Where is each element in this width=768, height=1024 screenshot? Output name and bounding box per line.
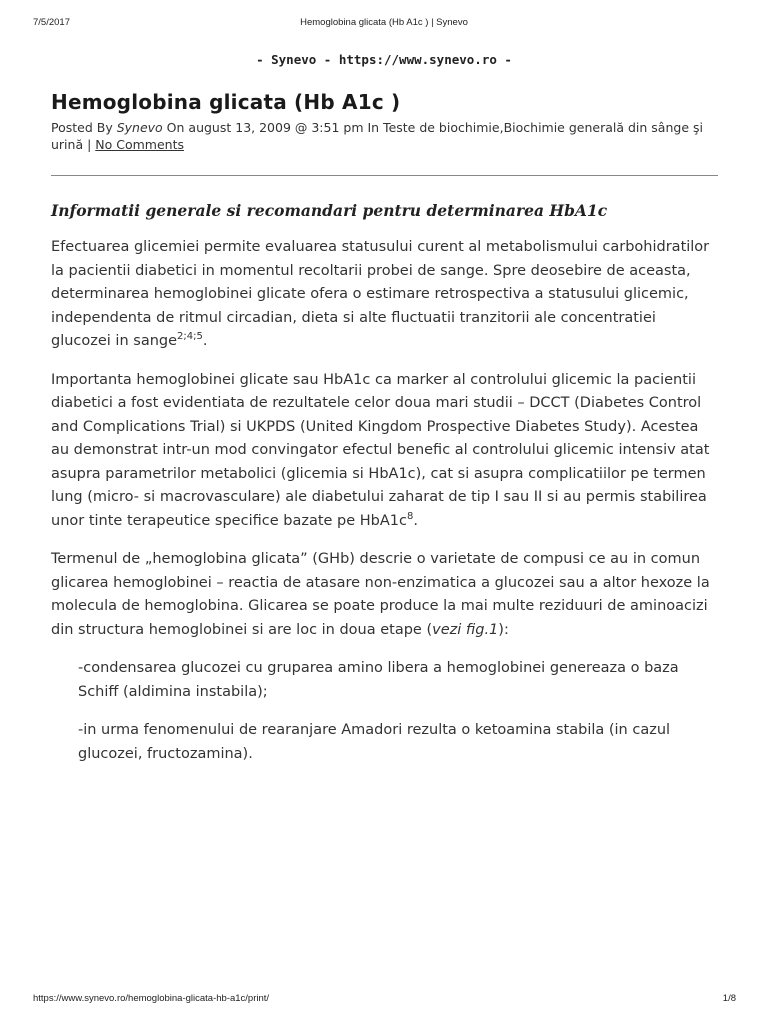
article-meta <box>51 119 711 153</box>
no-comments-link[interactable]: No Comments <box>95 137 185 152</box>
reference-superscript: 2;4;5 <box>177 331 203 342</box>
list-item: -condensarea glucozei cu gruparea amino libera a hemoglobinei genereaza o baza Schiff (aldimina instabila); <box>78 660 679 700</box>
figure-reference: vezi fig.1 <box>432 621 499 638</box>
paragraph-1: Efectuarea glicemiei permite evaluarea statusului curent al metabolismului carbohidratilor la pacientii diabetici in momentul recoltarii probei de sange. Spre deosebire de aceasta, determinarea hemoglobinei glicate ofera o estimare retrospectiva a statusului glicemic, independenta de ritmul circadian, dieta si alte fluctuatii tranzitorii ale concentratiei glucozei in sange$^{2;4;5}$. <box>51 239 710 349</box>
article-header <box>51 88 718 153</box>
print-page-title: Hemoglobina glicata (Hb A1c ) | Synevo <box>300 17 468 28</box>
article-body <box>51 200 719 781</box>
print-date: 7/5/2017 <box>33 17 70 28</box>
posted-by-label: Posted By <box>51 120 117 135</box>
print-header <box>0 17 768 31</box>
section-heading: Informatii generale si recomandari pentru determinarea HbA1c <box>51 201 608 220</box>
divider <box>51 175 718 176</box>
site-line: - Synevo - https://www.synevo.ro - <box>256 52 512 67</box>
paragraph-3: Termenul de „hemoglobina glicata” (GHb) descrie o varietate de compusi ce au in comun glicarea hemoglobinei – reactia de atasare non-enzimatica a glucozei sau a altor hexoze la molecula de hemoglobina. Glicarea se poate produce la mai multe reziduuri de aminoacizi din structura hemoglobinei si are loc in doua etape (vezi fig.1): <box>51 551 710 638</box>
post-date-categories: On august 13, 2009 @ 3:51 pm In Teste de biochimie,Biochimie generală din sânge şi urină | <box>51 120 703 152</box>
page-url: https://www.synevo.ro/hemoglobina-glicata-hb-a1c/print/ <box>33 993 270 1004</box>
article-title: Hemoglobina glicata (Hb A1c ) <box>51 90 401 114</box>
reference-superscript: 8 <box>407 510 414 522</box>
list-item: -in urma fenomenului de rearanjare Amadori rezulta o ketoamina stabila (in cazul glucozei, fructozamina). <box>78 722 671 762</box>
page-number: 1/8 <box>722 993 736 1004</box>
paragraph-2: Importanta hemoglobinei glicate sau HbA1c ca marker al controlului glicemic la pacientii diabetici a fost evidentiata de rezultatele celor doua mari studii – DCCT (Diabetes Control and Complications Trial) si UKPDS (United Kingdom Prospective Diabetes Study). Acestea au demonstrat intr-un mod convingator efectul benefic al controlului glicemic intensiv atat asupra parametrilor metabolici (glicemia si HbA1c), cat si asupra complicatiilor pe termen lung (micro- si macrovasculare) ale diabetului zaharat de tip I sau II si au permis stabilirea unor tinte terapeutice specifice bazate pe $HbA1c^8$. <box>51 371 710 529</box>
print-footer <box>0 993 768 1007</box>
author-name: Synevo <box>116 120 163 135</box>
